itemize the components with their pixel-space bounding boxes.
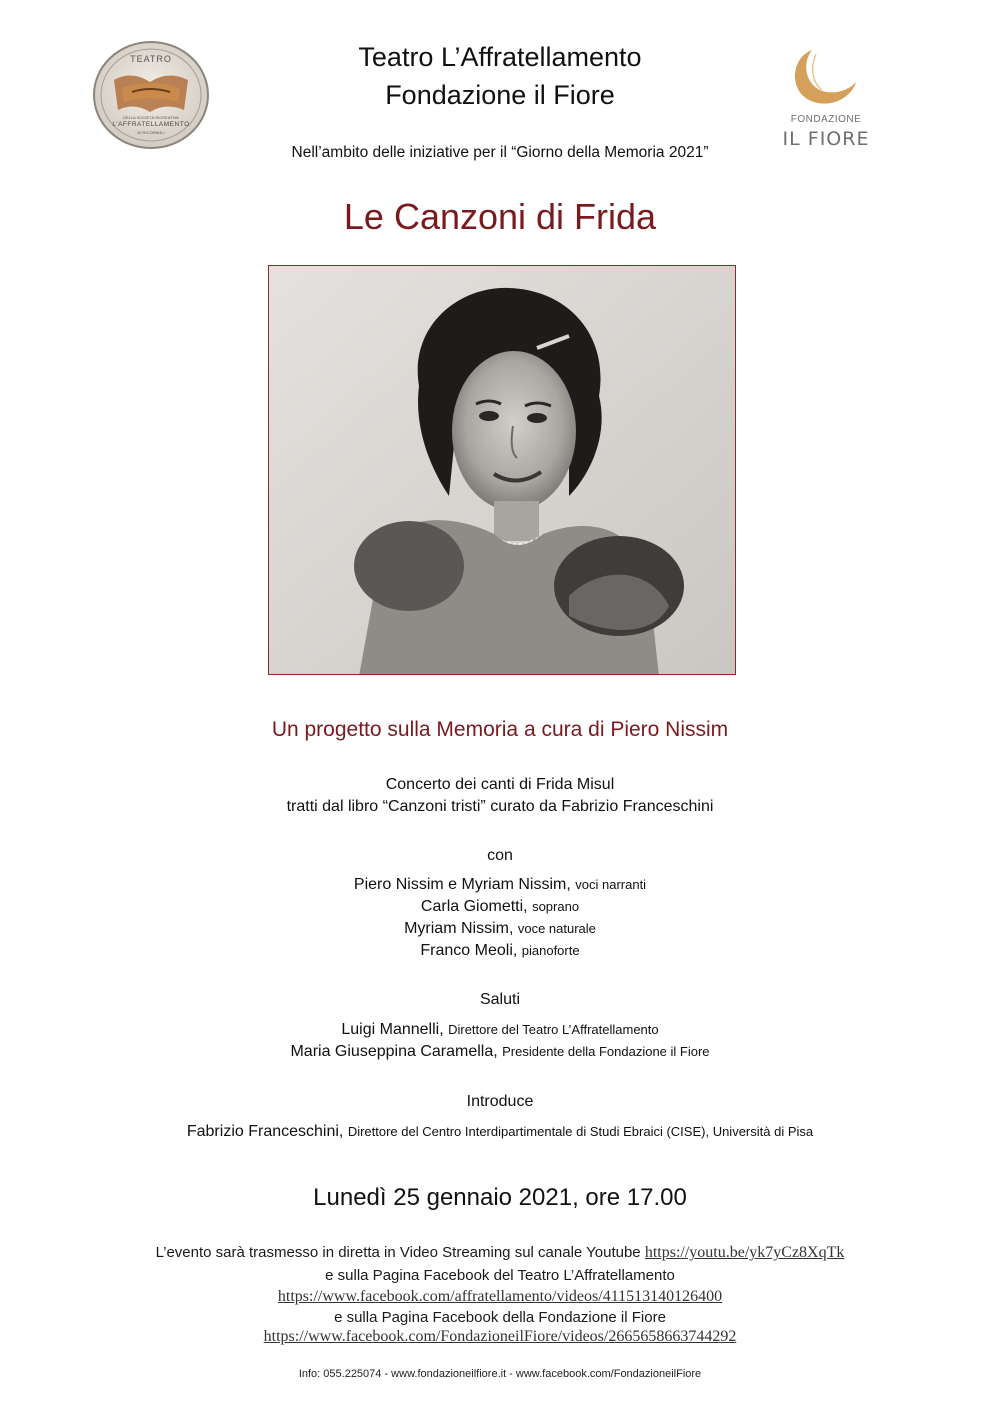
concert-description-2: tratti dal libro “Canzoni tristi” curato da Fabrizio Franceschini <box>286 798 714 815</box>
introducer-role: Direttore del Centro Interdipartimentale di Studi Ebraici (CISE), Università di Pisa <box>347 1124 814 1139</box>
greeting-name: Luigi Mannelli, <box>341 1021 444 1038</box>
greeting-line <box>0 1043 1000 1061</box>
performer-line <box>0 898 1000 916</box>
facebook-link-teatro-line <box>0 1288 1000 1306</box>
performer-role: pianoforte <box>521 943 580 958</box>
logo-top-text: TEATRO <box>130 54 172 64</box>
logo-line-3: DI RICORBOLI <box>137 130 165 135</box>
performer-role: soprano <box>532 899 580 914</box>
greeting-name: Maria Giuseppina Caramella, <box>290 1043 498 1060</box>
logo-fiore-line-2: IL FIORE <box>782 128 870 150</box>
introducer-line <box>0 1123 1000 1141</box>
streaming-text-youtube: L’evento sarà trasmesso in diretta in Video Streaming sul canale Youtube <box>155 1244 641 1261</box>
concert-description-1: Concerto dei canti di Frida Misul <box>385 776 615 793</box>
introducer-name: Fabrizio Franceschini, <box>186 1123 344 1140</box>
logo-line-1: DELLA SOCIETÀ RICREATIVA <box>123 115 179 120</box>
event-subtitle: Un progetto sulla Memoria a cura di Piero Nissim <box>271 718 729 741</box>
streaming-line-1 <box>0 1244 1000 1262</box>
performer-name: Franco Meoli, <box>420 942 518 959</box>
performer-name: Myriam Nissim, <box>404 920 514 937</box>
performer-line <box>0 920 1000 938</box>
performer-line <box>0 942 1000 960</box>
facebook-link-teatro[interactable]: https://www.facebook.com/affratellamento/videos/411513140126400 <box>277 1288 723 1305</box>
fondazione-il-fiore-logo <box>776 44 876 154</box>
greeting-line <box>0 1021 1000 1039</box>
header-title-line-2: Fondazione il Fiore <box>385 80 615 110</box>
youtube-link[interactable]: https://youtu.be/yk7yCz8XqTk <box>644 1244 845 1261</box>
header-title-line-1: Teatro L’Affratellamento <box>358 42 642 72</box>
saluti-label: Saluti <box>479 991 521 1008</box>
greeting-role: Presidente della Fondazione il Fiore <box>502 1044 710 1059</box>
greeting-role: Direttore del Teatro L’Affratellamento <box>448 1022 659 1037</box>
crescent-moon-icon <box>776 44 876 112</box>
logo-line-2: L’AFFRATELLAMENTO <box>112 121 190 128</box>
performer-role: voci narranti <box>575 877 647 892</box>
event-title: Le Canzoni di Frida <box>343 196 657 237</box>
context-line: Nell’ambito delle iniziative per il “Giorno della Memoria 2021” <box>291 144 709 161</box>
logo-fiore-line-1: FONDAZIONE <box>790 114 862 125</box>
introduce-label: Introduce <box>466 1093 534 1110</box>
performer-name: Piero Nissim e Myriam Nissim, <box>353 876 571 893</box>
event-date: Lunedì 25 gennaio 2021, ore 17.00 <box>313 1184 687 1211</box>
con-label: con <box>487 847 513 864</box>
streaming-text-facebook-fiore: e sulla Pagina Facebook della Fondazione il Fiore <box>334 1309 666 1326</box>
frida-portrait-photo <box>268 265 736 675</box>
streaming-text-facebook-teatro: e sulla Pagina Facebook del Teatro L’Affratellamento <box>325 1267 675 1284</box>
performer-role: voce naturale <box>517 921 596 936</box>
facebook-link-fiore[interactable]: https://www.facebook.com/FondazioneilFiore/videos/2665658663744292 <box>263 1328 737 1345</box>
performer-name: Carla Giometti, <box>420 898 528 915</box>
footer-info: Info: 055.225074 - www.fondazioneilfiore.it - www.facebook.com/FondazioneilFiore <box>298 1368 702 1380</box>
performer-line <box>0 876 1000 894</box>
facebook-link-fiore-line <box>0 1328 1000 1346</box>
